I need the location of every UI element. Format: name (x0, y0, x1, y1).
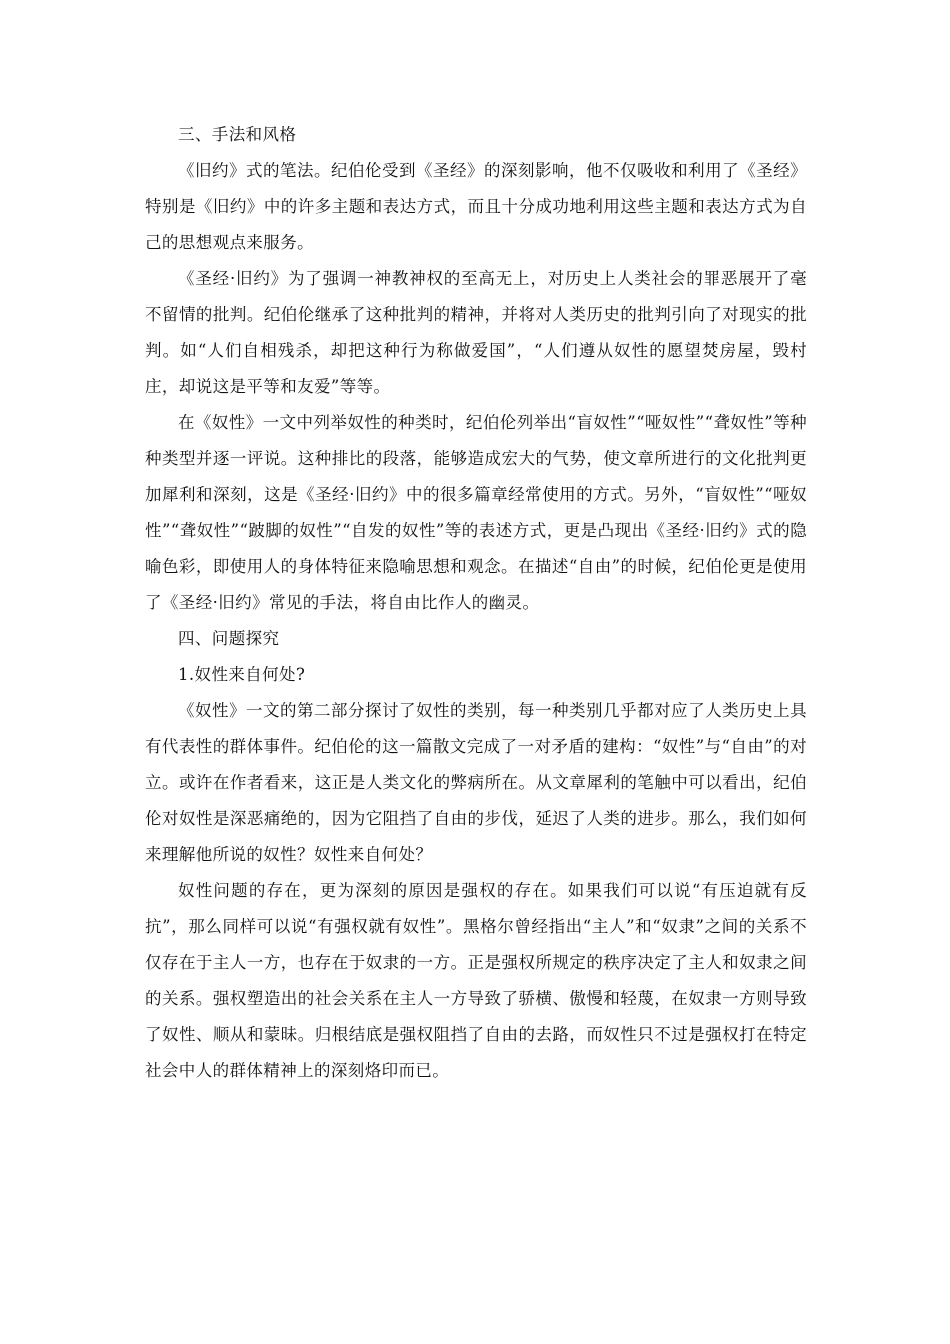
paragraph-old-testament-style: 《旧约》式的笔法。纪伯伦受到《圣经》的深刻影响，他不仅吸收和利用了《圣经》特别是《旧约》中的许多主题和表达方式，而且十分成功地利用这些主题和表达方式为自己的思想观点来服务。 (145, 161, 807, 252)
paragraph-power-and-servility: 奴性问题的存在，更为深刻的原因是强权的存在。如果我们可以说“有压迫就有反抗”，那么同样可以说“有强权就有奴性”。黑格尔曾经指出“主人”和“奴隶”之间的关系不仅存在于主人一方，也存在于奴隶的一方。正是强权所规定的秩序决定了主人和奴隶之间的关系。强权塑造出的社会关系在主人一方导致了骄横、傲慢和轻蔑，在奴隶一方则导致了奴性、顺从和蒙昧。归根结底是强权阻挡了自由的去路，而奴性只不过是强权打在特定社会中人的群体精神上的深刻烙印而已。 (145, 881, 807, 1080)
question-heading-1: 1.奴性来自何处? (178, 665, 306, 684)
paragraph-servility-types: 在《奴性》一文中列举奴性的种类时，纪伯伦列举出“盲奴性”“哑奴性”“聋奴性”等种种类型并逐一评说。这种排比的段落，能够造成宏大的气势，使文章所进行的文化批判更加犀利和深刻，这是《圣经·旧约》中的很多篇章经常使用的方式。另外，“盲奴性”“哑奴性”“聋奴性”“跛脚的奴性”“自发的奴性”等的表述方式，更是凸现出《圣经·旧约》式的隐喻色彩，即使用人的身体特征来隐喻思想和观念。在描述“自由”的时候，纪伯伦更是使用了《圣经·旧约》常见的手法，将自由比作人的幽灵。 (145, 413, 807, 612)
section-heading-3: 三、手法和风格 (178, 125, 297, 144)
paragraph-criticism: 《圣经·旧约》为了强调一神教神权的至高无上，对历史上人类社会的罪恶展开了毫不留情的批判。纪伯伦继承了这种批判的精神，并将对人类历史的批判引向了对现实的批判。如“人们自相残杀，却把这种行为称做爱国”，“人们遵从奴性的愿望焚房屋，毁村庄，却说这是平等和友爱”等等。 (145, 269, 807, 396)
document-body (145, 117, 807, 1089)
paragraph-servility-origin: 《奴性》一文的第二部分探讨了奴性的类别，每一种类别几乎都对应了人类历史上具有代表性的群体事件。纪伯伦的这一篇散文完成了一对矛盾的建构：“奴性”与“自由”的对立。或许在作者看来，这正是人类文化的弊病所在。从文章犀利的笔触中可以看出，纪伯伦对奴性是深恶痛绝的，因为它阻挡了自由的步伐，延迟了人类的进步。那么，我们如何来理解他所说的奴性？奴性来自何处？ (145, 701, 807, 864)
section-heading-4: 四、问题探究 (178, 629, 280, 648)
